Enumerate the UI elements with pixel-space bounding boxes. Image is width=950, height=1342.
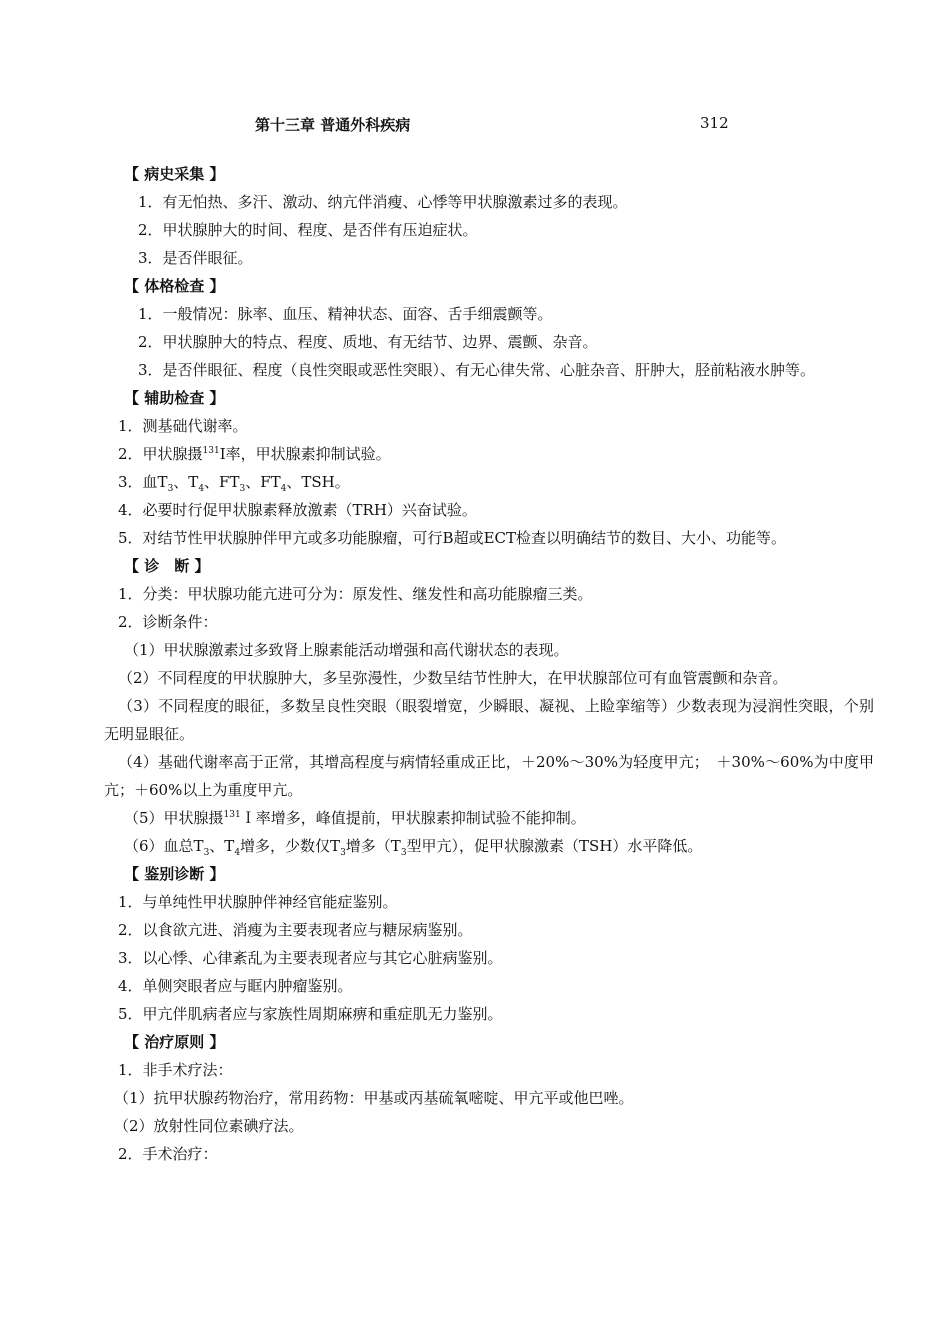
physical-item: 2．甲状腺肿大的特点、程度、质地、有无结节、边界、震颤、杂音。 [138, 333, 598, 351]
differential-item: 4．单侧突眼者应与眶内肿瘤鉴别。 [118, 977, 353, 995]
diagnosis-subitem: （5）甲状腺摄$^{131}$Ｉ率增多，峰值提前，甲状腺素抑制试验不能抑制。 [124, 809, 586, 827]
auxiliary-item: 2．甲状腺摄$^{131}$I率，甲状腺素抑制试验。 [118, 445, 391, 463]
auxiliary-item: 3．血$T_3$、$T_4$、$FT_3$、$FT_4$、TSH。 [118, 473, 350, 494]
physical-item: 1．一般情况：脉率、血压、精神状态、面容、舌手细震颤等。 [138, 305, 553, 323]
section-heading-differential: 【 鉴别诊断 】 [124, 865, 225, 883]
treatment-item: 2．手术治疗： [118, 1145, 218, 1163]
diagnosis-subitem: （6）血总$T_3$、$T_4$增多，少数仅$T_3$增多（$T_3$型甲亢），促甲状腺激素（TSH）水平降低。 [124, 837, 703, 858]
page-number: 312 [700, 114, 729, 132]
differential-item: 1．与单纯性甲状腺肿伴神经官能症鉴别。 [118, 893, 398, 911]
section-heading-treatment: 【 治疗原则 】 [124, 1033, 225, 1051]
treatment-subitem: （1）抗甲状腺药物治疗，常用药物：甲基或丙基硫氧嘧啶、甲亢平或他巴唑。 [114, 1089, 634, 1107]
section-heading-diagnosis: 【 诊 断 】 [124, 557, 210, 575]
history-item: 2．甲状腺肿大的时间、程度、是否伴有压迫症状。 [138, 221, 478, 239]
differential-item: 2．以食欲亢进、消瘦为主要表现者应与糖尿病鉴别。 [118, 921, 473, 939]
treatment-item: 1．非手术疗法： [118, 1061, 233, 1079]
diagnosis-item: 1．分类：甲状腺功能亢进可分为：原发性、继发性和高功能腺瘤三类。 [118, 585, 593, 603]
diagnosis-subitem: （2）不同程度的甲状腺肿大，多呈弥漫性，少数呈结节性肿大，在甲状腺部位可有血管震颤和杂音。 [118, 669, 788, 687]
auxiliary-item: 4．必要时行促甲状腺素释放激素（TRH）兴奋试验。 [118, 501, 477, 519]
auxiliary-item: 5．对结节性甲状腺肿伴甲亢或多功能腺瘤，可行B超或ECT检查以明确结节的数目、大小、功能等。 [118, 529, 787, 547]
history-item: 3．是否伴眼征。 [138, 249, 253, 267]
differential-item: 3．以心悸、心律紊乱为主要表现者应与其它心脏病鉴别。 [118, 949, 503, 967]
treatment-subitem: （2）放射性同位素碘疗法。 [114, 1117, 304, 1135]
diagnosis-subitem: （3）不同程度的眼征，多数呈良性突眼（眼裂增宽，少瞬眼、凝视、上睑挛缩等）少数表现为浸润性突眼，个别无明显眼征。 [104, 697, 874, 743]
section-heading-physical: 【 体格检查 】 [124, 277, 225, 295]
auxiliary-item: 1．测基础代谢率。 [118, 417, 248, 435]
differential-item: 5．甲亢伴肌病者应与家族性周期麻痹和重症肌无力鉴别。 [118, 1005, 503, 1023]
chapter-title: 第十三章 普通外科疾病 [255, 116, 411, 134]
physical-item: 3．是否伴眼征、程度（良性突眼或恶性突眼）、有无心律失常、心脏杂音、肝肿大，胫前粘液水肿等。 [138, 361, 816, 379]
diagnosis-item: 2．诊断条件： [118, 613, 218, 631]
page-content [104, 160, 874, 1168]
diagnosis-subitem: （4）基础代谢率高于正常，其增高程度与病情轻重成正比，＋20%～30%为轻度甲亢； ＋30%～60%为中度甲亢；＋60%以上为重度甲亢。 [104, 753, 874, 799]
section-heading-auxiliary: 【 辅助检查 】 [124, 389, 225, 407]
section-heading-history: 【 病史采集 】 [124, 165, 225, 183]
history-item: 1．有无怕热、多汗、激动、纳亢伴消瘦、心悸等甲状腺激素过多的表现。 [138, 193, 628, 211]
diagnosis-subitem: （1）甲状腺激素过多致肾上腺素能活动增强和高代谢状态的表现。 [124, 641, 569, 659]
